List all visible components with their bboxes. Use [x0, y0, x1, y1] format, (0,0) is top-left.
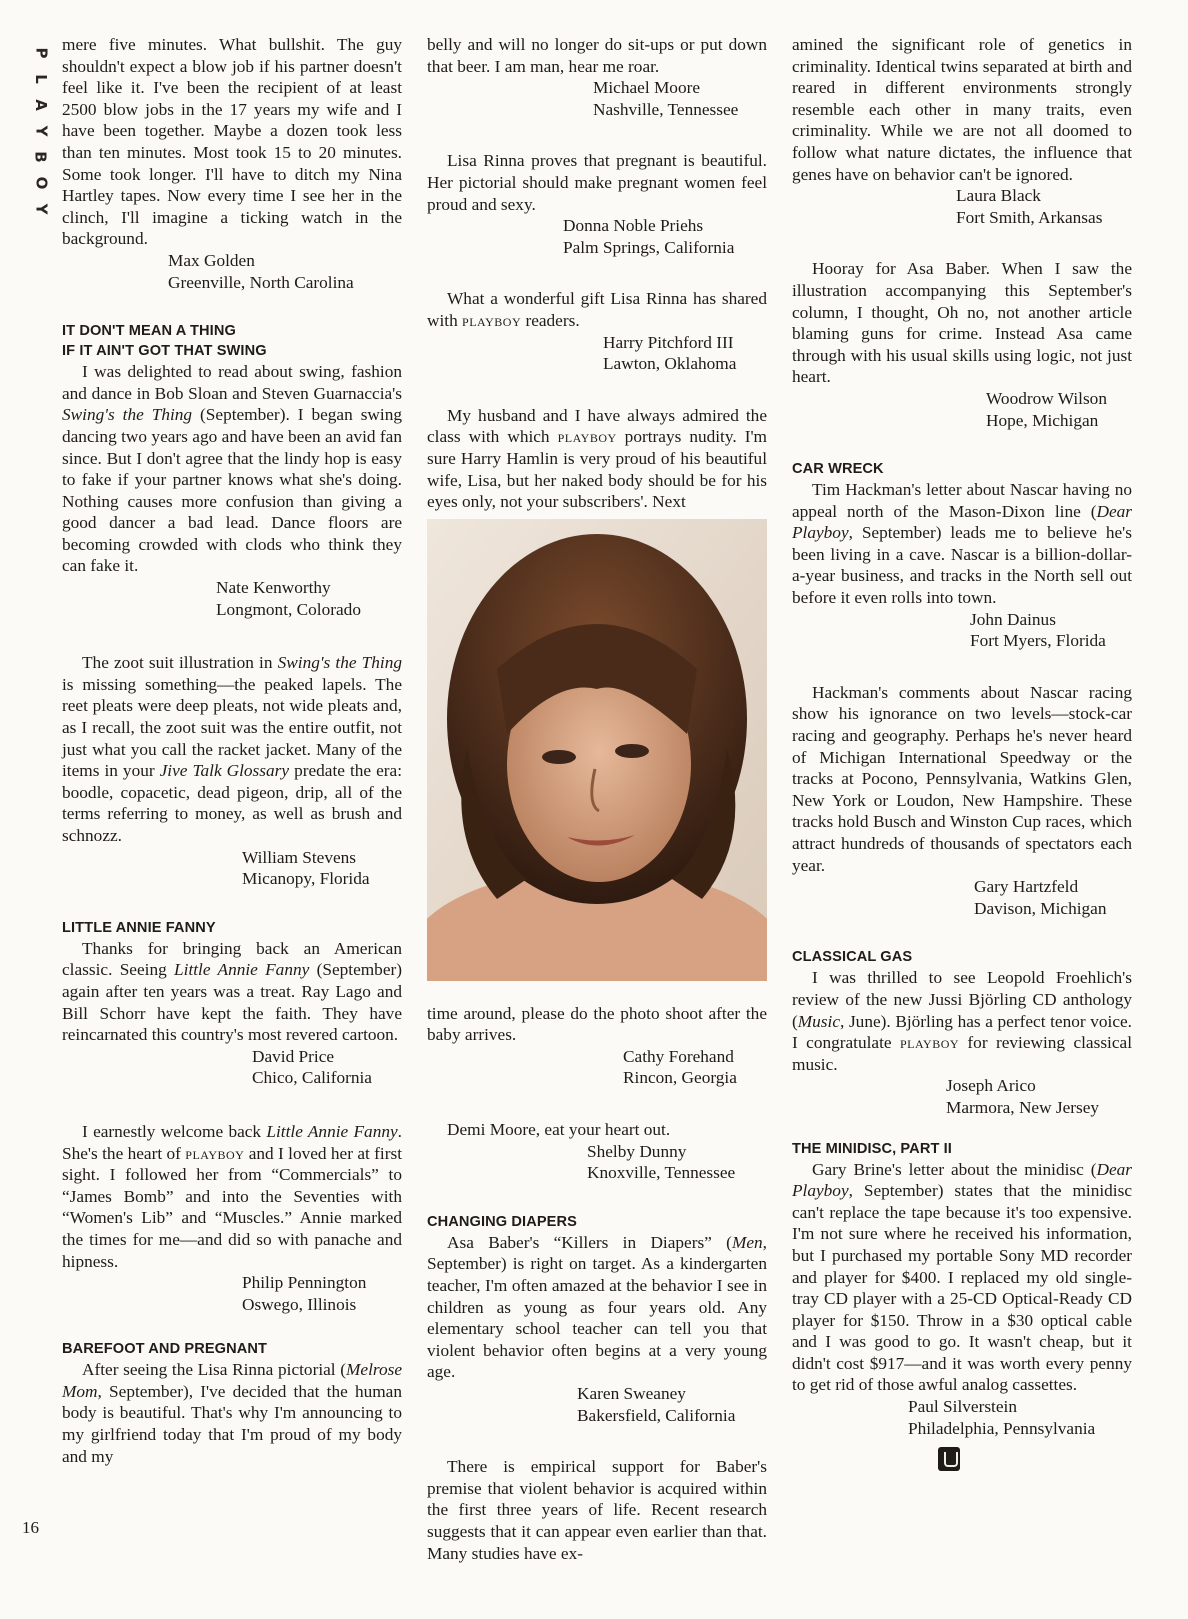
- text-run: What a wonderful gift Lisa Rinna has shared with: [427, 289, 767, 330]
- side-brand-letter: A: [31, 99, 50, 111]
- signature-name: Philip Pennington: [242, 1273, 367, 1293]
- column-3: [792, 34, 1132, 1471]
- letter: [427, 405, 767, 513]
- signature-name: Max Golden: [168, 250, 255, 270]
- text-run: I was delighted to read about swing, fashion and dance in Bob Sloan and Steven Guarnaccia's: [62, 362, 402, 403]
- signature-name: John Dainus: [970, 609, 1056, 629]
- text-run: Tim Hackman's letter about Nascar having no appeal north of the Mason-Dixon line (: [792, 480, 1132, 521]
- letter-signature: [427, 1046, 767, 1089]
- letter-signature: [792, 1396, 1132, 1439]
- letter-body: Hackman's comments about Nascar racing show his ignorance on two levels—stock-car racing and geography. Perhaps he's never heard of Michigan International Speedway or the tracks at Pocono, Pennsylvania, Watkins Glen, New York or Loudon, New Hampshire. These tracks hold Busch and Winston Cup races, which attract hundreds of thousands of spectators each year.: [792, 682, 1132, 875]
- italic-title: Dear Playboy: [792, 1159, 1132, 1201]
- side-brand-vertical: [30, 40, 52, 222]
- letter-signature: [427, 215, 767, 258]
- letter-body: [62, 1121, 402, 1272]
- brand-smallcaps: playboy: [557, 427, 617, 447]
- signature-place: Palm Springs, California: [563, 237, 735, 257]
- text-run: is missing something—the peaked lapels. The reet pleats were deep pleats, not wide pleats and, as I recall, the zoot suit was the entire outfit, not just what you call the racket jacket. Many of the items in your: [62, 674, 402, 781]
- signature-name: David Price: [252, 1046, 335, 1066]
- signature-name: Michael Moore: [593, 78, 701, 98]
- section-heading-classical-gas: CLASSICAL GAS: [792, 949, 913, 966]
- signature-name: Paul Silverstein: [908, 1397, 1017, 1417]
- signature-place: Davison, Michigan: [974, 898, 1107, 918]
- letter-body: [792, 1159, 1132, 1397]
- letter-signature: [792, 609, 1132, 652]
- text-run: , September) is right on target. As a kindergarten teacher, I'm often amazed at the behavior I see in children as young as four years old. Any elementary school teacher can tell you that violent behavior often begins at a very young age.: [427, 1232, 767, 1382]
- column-1: [62, 34, 402, 1487]
- text-run: readers.: [521, 310, 580, 330]
- section-heading-minidisc: THE MINIDISC, PART II: [792, 1140, 952, 1157]
- text-run: predate the era: boodle, copacetic, dead pigeon, drip, all of the terms referring to money, as well as brush and schnozz.: [62, 761, 402, 845]
- italic-title: Men: [731, 1232, 763, 1252]
- letter-body: mere five minutes. What bullshit. The guy shouldn't expect a blow job if his partner doesn't feel like it. I've been the recipient of at least 2500 blow jobs in the 17 years my wife and I have been together. Maybe a dozen took less than ten minutes. Most took 15 to 20 minutes. Some took longer. I'll have to ditch my Nina Hartley tapes. Now every time I see her in the clinch, I'll imagine a ticking watch in the background.: [62, 35, 402, 249]
- letter: [792, 682, 1132, 920]
- text-run: Thanks for bringing back an American classic. Seeing: [62, 938, 402, 980]
- text-run: , September) leads me to believe he's been living in a cave. Nascar is a billion-dollar-a-year business, and tracks in the North sell out before it even rolls into town.: [792, 523, 1132, 608]
- brand-smallcaps: playboy: [899, 1033, 960, 1053]
- section-heading-barefoot: BAREFOOT AND PREGNANT: [62, 1341, 268, 1358]
- text-run: My husband and I have always admired the class with which: [427, 405, 767, 447]
- letter-body: Demi Moore, eat your heart out.: [447, 1120, 671, 1140]
- section-heading-car-wreck: CAR WRECK: [792, 461, 884, 478]
- rabbit-end-mark-icon: [938, 1447, 960, 1471]
- letter-signature: [427, 1383, 767, 1426]
- letter: [792, 479, 1132, 652]
- signature-place: Lawton, Oklahoma: [603, 354, 737, 374]
- letter: [792, 258, 1132, 431]
- text-run: . She's the heart of: [62, 1121, 402, 1163]
- italic-title: Little Annie Fanny: [174, 960, 310, 980]
- text-run: (September) again after ten years was a treat. Ray Lago and Bill Schorr have kept the faith. They have reincarnated this country's most revered cartoon.: [62, 960, 402, 1045]
- section-heading-annie: LITTLE ANNIE FANNY: [62, 919, 216, 936]
- section-heading-diapers: CHANGING DIAPERS: [427, 1213, 577, 1230]
- signature-place: Bakersfield, California: [577, 1405, 736, 1425]
- italic-title: Little Annie Fanny: [266, 1121, 398, 1141]
- text-run: , September) states that the minidisc can't replace the tape because it's too expensive. I'm not sure where he received his information, but I purchased my portable Sony MD recorder and player for $400. I replaced my old single-tray CD player with a 25-CD Optical-Ready CD player for $150. Throw in a $30 optical cable and I was good to go. It wasn't cheap, but it didn't cost $917—and it was worth every penny to get rid of those awful analog cassettes.: [792, 1181, 1132, 1395]
- letter-signature: [427, 77, 767, 120]
- letter: [62, 652, 402, 890]
- signature-name: William Stevens: [242, 847, 357, 867]
- letter-signature: [62, 1046, 402, 1089]
- signature-place: Fort Myers, Florida: [970, 631, 1106, 651]
- letter: [62, 938, 402, 1089]
- signature-name: Woodrow Wilson: [986, 388, 1107, 408]
- letter-body: [792, 479, 1132, 609]
- signature-place: Knoxville, Tennessee: [587, 1163, 736, 1183]
- side-brand-letter: B: [32, 151, 50, 163]
- letter-signature: [792, 388, 1132, 431]
- text-run: for reviewing classical music.: [792, 1033, 1132, 1074]
- letter-signature: [62, 847, 402, 890]
- letter-signature: [62, 250, 402, 293]
- letter-continued: [427, 34, 767, 120]
- portrait-illustration: [427, 519, 767, 981]
- letter-body: [792, 967, 1132, 1075]
- italic-title: Jive Talk Glossary: [159, 761, 290, 781]
- letter-body: amined the significant role of genetics in criminality. Identical twins separated at birth and reared in different environments strongly resemble each other in many traits, even criminality. While we are not all doomed to follow what nature dictates, the influence that genes have on behavior can't be ignored.: [792, 35, 1132, 184]
- side-brand-letter: Y: [32, 203, 50, 215]
- signature-place: Chico, California: [252, 1068, 372, 1088]
- brand-smallcaps: playboy: [185, 1143, 245, 1163]
- text-run: (September). I began swing dancing two years ago and have been an avid fan since. But I don't agree that the lindy hop is easy to fake if your partner knows what she's doing. Nothing causes more confusion than giving a good dancer a bad lead. Dance floors are becoming crowded with clods who think they can fake it.: [62, 405, 402, 576]
- italic-title: Melrose Mom: [62, 1360, 402, 1401]
- letter-body: Lisa Rinna proves that pregnant is beautiful. Her pictorial should make pregnant women feel proud and sexy.: [427, 151, 767, 214]
- letter-body: There is empirical support for Baber's premise that violent behavior is acquired within the first three years of life. Recent research suggests that it can appear even earlier than that. Many studies have ex-: [427, 1457, 767, 1563]
- signature-place: Longmont, Colorado: [216, 599, 361, 619]
- letter-signature: [792, 876, 1132, 919]
- side-brand-letter: P: [32, 47, 50, 59]
- text-run: Gary Brine's letter about the minidisc (: [812, 1159, 1097, 1179]
- letter: [427, 288, 767, 374]
- signature-place: Rincon, Georgia: [623, 1068, 737, 1088]
- portrait-photo: [427, 519, 767, 981]
- italic-title: Swing's the Thing: [277, 653, 403, 673]
- letter-signature: [427, 332, 767, 375]
- letter-signature: [792, 1075, 1132, 1118]
- italic-title: Swing's the Thing: [62, 405, 193, 425]
- letter-body: [427, 405, 767, 513]
- side-brand-letter: O: [31, 176, 50, 190]
- signature-place: Oswego, Illinois: [242, 1294, 357, 1314]
- text-run: and I loved her at first sight. I followed her from “Commercials” to “James Bomb” and into the Seventies with “Women's Lib” and “Muscles.” Annie marked the times for me—and did so with panache and hipness.: [62, 1143, 402, 1271]
- letter: [62, 1121, 402, 1315]
- column-2: [427, 34, 767, 1584]
- brand-smallcaps: playboy: [462, 310, 522, 330]
- text-run: portrays nudity. I'm sure Harry Hamlin is very proud of his beautiful wife, Lisa, but her naked body should be for his eyes only, not your subscribers'. Next: [427, 427, 768, 512]
- italic-title: Music: [797, 1011, 840, 1031]
- letter: [427, 1119, 767, 1184]
- section-heading-swing: [62, 321, 402, 361]
- letter-continued: [427, 1003, 767, 1089]
- side-brand-letter: Y: [32, 125, 50, 137]
- text-run: After seeing the Lisa Rinna pictorial (: [82, 1360, 346, 1380]
- text-run: , September), I've decided that the human body is beautiful. That's why I'm announcing to my girlfriend today that I'm proud of my body and my: [62, 1381, 402, 1466]
- signature-name: Donna Noble Priehs: [563, 216, 704, 236]
- signature-name: Joseph Arico: [946, 1076, 1036, 1096]
- letter-body: [427, 1232, 767, 1383]
- letter-signature: [792, 185, 1132, 228]
- letter-body: Hooray for Asa Baber. When I saw the illustration accompanying this September's column, I thought, Oh no, not another article blaming guns for crime. Instead Asa came through with his usual skills using logic, not just heart.: [792, 259, 1132, 387]
- letter: [792, 967, 1132, 1118]
- letter-body: [62, 652, 402, 846]
- letter: [62, 361, 402, 620]
- letter-body: belly and will no longer do sit-ups or put down that beer. I am man, hear me roar.: [427, 35, 767, 76]
- signature-place: Greenville, North Carolina: [168, 272, 354, 292]
- letter-body: [62, 938, 402, 1046]
- letter-signature: [427, 1141, 767, 1184]
- letter-body: [427, 288, 767, 331]
- text-run: I earnestly welcome back: [82, 1121, 267, 1141]
- letter: [427, 150, 767, 258]
- letter: [427, 1456, 767, 1564]
- signature-place: Fort Smith, Arkansas: [956, 207, 1103, 227]
- letter-body: [62, 1359, 402, 1467]
- text-run: Asa Baber's “Killers in Diapers” (: [447, 1232, 732, 1252]
- letter-signature: [62, 1272, 402, 1315]
- letter: [62, 1359, 402, 1467]
- signature-name: Shelby Dunny: [587, 1141, 687, 1161]
- letter: [427, 1232, 767, 1426]
- text-run: The zoot suit illustration in: [82, 653, 278, 673]
- signature-place: Micanopy, Florida: [242, 869, 370, 889]
- signature-name: Nate Kenworthy: [216, 578, 331, 598]
- text-run: I was thrilled to see Leopold Froehlich's review of the new Jussi Björling CD anthology (: [792, 968, 1132, 1031]
- italic-title: Dear Playboy: [792, 501, 1132, 543]
- signature-place: Nashville, Tennessee: [593, 99, 739, 119]
- letter-body: time around, please do the photo shoot after the baby arrives.: [427, 1003, 767, 1045]
- page-number: 16: [22, 1518, 39, 1537]
- signature-name: Cathy Forehand: [623, 1046, 734, 1066]
- heading-line: IT DON'T MEAN A THING: [62, 323, 236, 340]
- signature-name: Laura Black: [956, 186, 1041, 206]
- signature-name: Karen Sweaney: [577, 1384, 686, 1403]
- letter-body: [62, 361, 402, 577]
- side-brand-letter: L: [32, 74, 50, 84]
- letter: [792, 1159, 1132, 1440]
- letter-continued: [792, 34, 1132, 228]
- signature-place: Marmora, New Jersey: [946, 1097, 1100, 1117]
- signature-place: Philadelphia, Pennsylvania: [908, 1418, 1096, 1438]
- signature-name: Harry Pitchford III: [603, 332, 734, 352]
- signature-place: Hope, Michigan: [986, 410, 1099, 430]
- text-run: , June). Björling has a perfect tenor voice. I congratulate: [792, 1011, 1132, 1053]
- signature-name: Gary Hartzfeld: [974, 877, 1079, 897]
- letter-continued: [62, 34, 402, 293]
- heading-line: IF IT AIN'T GOT THAT SWING: [62, 343, 267, 360]
- letter-signature: [62, 577, 402, 620]
